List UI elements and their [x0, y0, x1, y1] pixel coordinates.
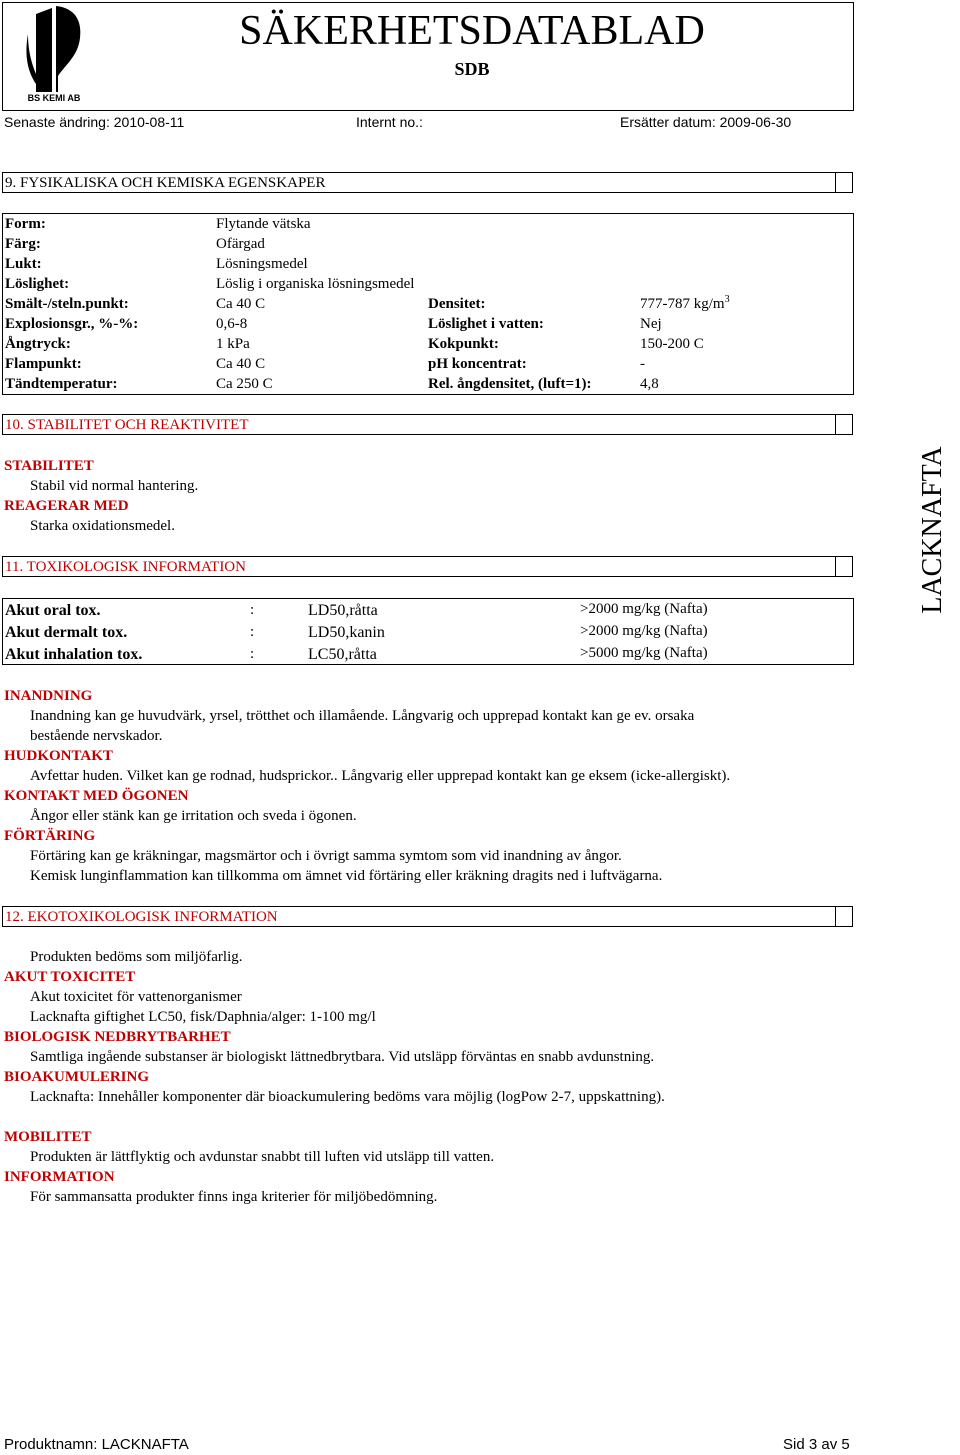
stability-heading: STABILITET [4, 458, 94, 474]
replaces-date-label: Ersätter datum: [620, 114, 716, 130]
reacts-with-text: Starka oxidationsmedel. [30, 518, 175, 534]
tox-row-name: Akut oral tox. [5, 602, 101, 619]
company-name: BS KEMI AB [27, 93, 81, 103]
section-10-title: 10. STABILITET OCH REAKTIVITET [5, 417, 249, 433]
prop-ph-value: - [640, 356, 645, 372]
tox-row-test: LD50,råtta [308, 602, 378, 619]
prop-vapor-density-value: 4,8 [640, 376, 659, 392]
side-product-label-text: LACKNAFTA [917, 446, 948, 614]
prop-melting-label: Smält-/steln.punkt: [5, 296, 129, 312]
section-12-marker [835, 906, 853, 927]
ingestion-text-1: Förtäring kan ge kräkningar, magsmärtor och i övrigt samma symtom som vid inandning av ångor. [30, 848, 622, 864]
prop-density-value-wrap [640, 294, 730, 314]
prop-ignition-label: Tändtemperatur: [5, 376, 118, 392]
tox-row-sep: : [250, 646, 255, 662]
information-heading: INFORMATION [4, 1169, 115, 1185]
section-12-title: 12. EKOTOXIKOLOGISK INFORMATION [5, 909, 278, 925]
footer-page-number: Sid 3 av 5 [783, 1436, 850, 1453]
mobility-heading: MOBILITET [4, 1129, 92, 1145]
prop-odor-label: Lukt: [5, 256, 42, 272]
biodegradability-text: Samtliga ingående substanser är biologiskt lättnedbrytbara. Vid utsläpp förväntas en snabb avdunstning. [30, 1049, 655, 1065]
prop-vapor-density-label: Rel. ångdensitet, (luft=1): [428, 376, 592, 392]
section-12-header [2, 906, 836, 927]
section-11-marker [835, 556, 853, 577]
footer-product-name: LACKNAFTA [101, 1436, 189, 1453]
prop-boiling-value: 150-200 C [640, 336, 704, 352]
internal-no-label: Internt no.: [356, 114, 423, 130]
mobility-text: Produkten är lättflyktig och avdunstar snabbt till luften vid utsläpp till vatten. [30, 1149, 495, 1165]
bioaccumulation-heading: BIOAKUMULERING [4, 1069, 150, 1085]
section-9-marker [835, 172, 853, 193]
prop-explosion-label: Explosionsgr., %-%: [5, 316, 139, 332]
prop-color-value: Ofärgad [216, 236, 265, 252]
prop-explosion-value: 0,6-8 [216, 316, 248, 332]
tox-row-name: Akut dermalt tox. [5, 624, 128, 641]
ingestion-heading: FÖRTÄRING [4, 828, 96, 844]
prop-water-solubility-value: Nej [640, 316, 662, 332]
inhalation-text-1: Inandning kan ge huvudvärk, yrsel, trötthet och illamående. Långvarig och upprepad kontakt kan ge ev. orsaka [30, 708, 695, 724]
reacts-with-heading: REAGERAR MED [4, 498, 129, 514]
prop-density-value: 777-787 kg/m [640, 296, 725, 312]
tox-row-value: >2000 mg/kg (Nafta) [580, 601, 708, 617]
tox-row-sep: : [250, 602, 255, 618]
tox-row-name: Akut inhalation tox. [5, 646, 143, 663]
logo-icon [22, 4, 86, 104]
prop-color-label: Färg: [5, 236, 41, 252]
skin-contact-text: Avfettar huden. Vilket kan ge rodnad, hudsprickor.. Långvarig eller upprepad kontakt kan ge eksem (icke-allergiskt). [30, 768, 731, 784]
side-product-label [906, 446, 960, 614]
footer-product [4, 1435, 189, 1455]
prop-solubility-value: Löslig i organiska lösningsmedel [216, 276, 415, 292]
prop-flashpoint-value: Ca 40 C [216, 356, 266, 372]
prop-form-label: Form: [5, 216, 46, 232]
inhalation-heading: INANDNING [4, 688, 93, 704]
section-9-title: 9. FYSIKALISKA OCH KEMISKA EGENSKAPER [5, 175, 326, 191]
section-11-title: 11. TOXIKOLOGISK INFORMATION [5, 559, 246, 575]
prop-odor-value: Lösningsmedel [216, 256, 308, 272]
biodegradability-heading: BIOLOGISK NEDBRYTBARHET [4, 1029, 231, 1045]
eye-contact-heading: KONTAKT MED ÖGONEN [4, 788, 189, 804]
document-title: SÄKERHETSDATABLAD [239, 8, 705, 54]
tox-row-test: LD50,kanin [308, 624, 385, 641]
section-10-header [2, 414, 836, 435]
replaces-date: 2009-06-30 [719, 114, 792, 130]
header-meta-row [4, 112, 854, 132]
bioaccumulation-text: Lacknafta: Innehåller komponenter där bioackumulering bedöms vara möjlig (logPow 2-7, uppskattning). [30, 1089, 665, 1105]
prop-flashpoint-label: Flampunkt: [5, 356, 82, 372]
information-text: För sammansatta produkter finns inga kriterier för miljöbedömning. [30, 1189, 438, 1205]
acute-toxicity-text-2: Lacknafta giftighet LC50, fisk/Daphnia/alger: 1-100 mg/l [30, 1009, 376, 1025]
section-11-header [2, 556, 836, 577]
prop-water-solubility-label: Löslighet i vatten: [428, 316, 544, 332]
prop-solubility-label: Löslighet: [5, 276, 70, 292]
prop-density-label: Densitet: [428, 296, 486, 312]
eye-contact-text: Ångor eller stänk kan ge irritation och sveda i ögonen. [30, 808, 357, 824]
prop-form-value: Flytande vätska [216, 216, 311, 232]
company-logo [22, 4, 86, 104]
acute-toxicity-heading: AKUT TOXICITET [4, 969, 136, 985]
tox-row-test: LC50,råtta [308, 646, 377, 663]
eco-intro-text: Produkten bedöms som miljöfarlig. [30, 949, 243, 965]
acute-toxicity-text-1: Akut toxicitet för vattenorganismer [30, 989, 242, 1005]
last-changed-date: 2010-08-11 [113, 114, 185, 130]
prop-density-sup: 3 [724, 294, 730, 305]
tox-row-sep: : [250, 624, 255, 640]
ingestion-text-2: Kemisk lunginflammation kan tillkomma om ämnet vid förtäring eller kräkning dragits ned i luftvägarna. [30, 868, 663, 884]
prop-vapor-pressure-label: Ångtryck: [5, 336, 71, 352]
skin-contact-heading: HUDKONTAKT [4, 748, 113, 764]
prop-vapor-pressure-value: 1 kPa [216, 336, 250, 352]
footer-product-label: Produktnamn: [4, 1436, 98, 1453]
section-10-marker [835, 414, 853, 435]
tox-row-value: >2000 mg/kg (Nafta) [580, 623, 708, 639]
section-9-header [2, 172, 836, 193]
tox-row-value: >5000 mg/kg (Nafta) [580, 645, 708, 661]
prop-melting-value: Ca 40 C [216, 296, 266, 312]
document-subtitle: SDB [454, 59, 490, 79]
prop-ignition-value: Ca 250 C [216, 376, 273, 392]
stability-text: Stabil vid normal hantering. [30, 478, 199, 494]
inhalation-text-2: bestående nervskador. [30, 728, 163, 744]
prop-ph-label: pH koncentrat: [428, 356, 527, 372]
last-changed-label: Senaste ändring: [4, 114, 110, 130]
prop-boiling-label: Kokpunkt: [428, 336, 499, 352]
